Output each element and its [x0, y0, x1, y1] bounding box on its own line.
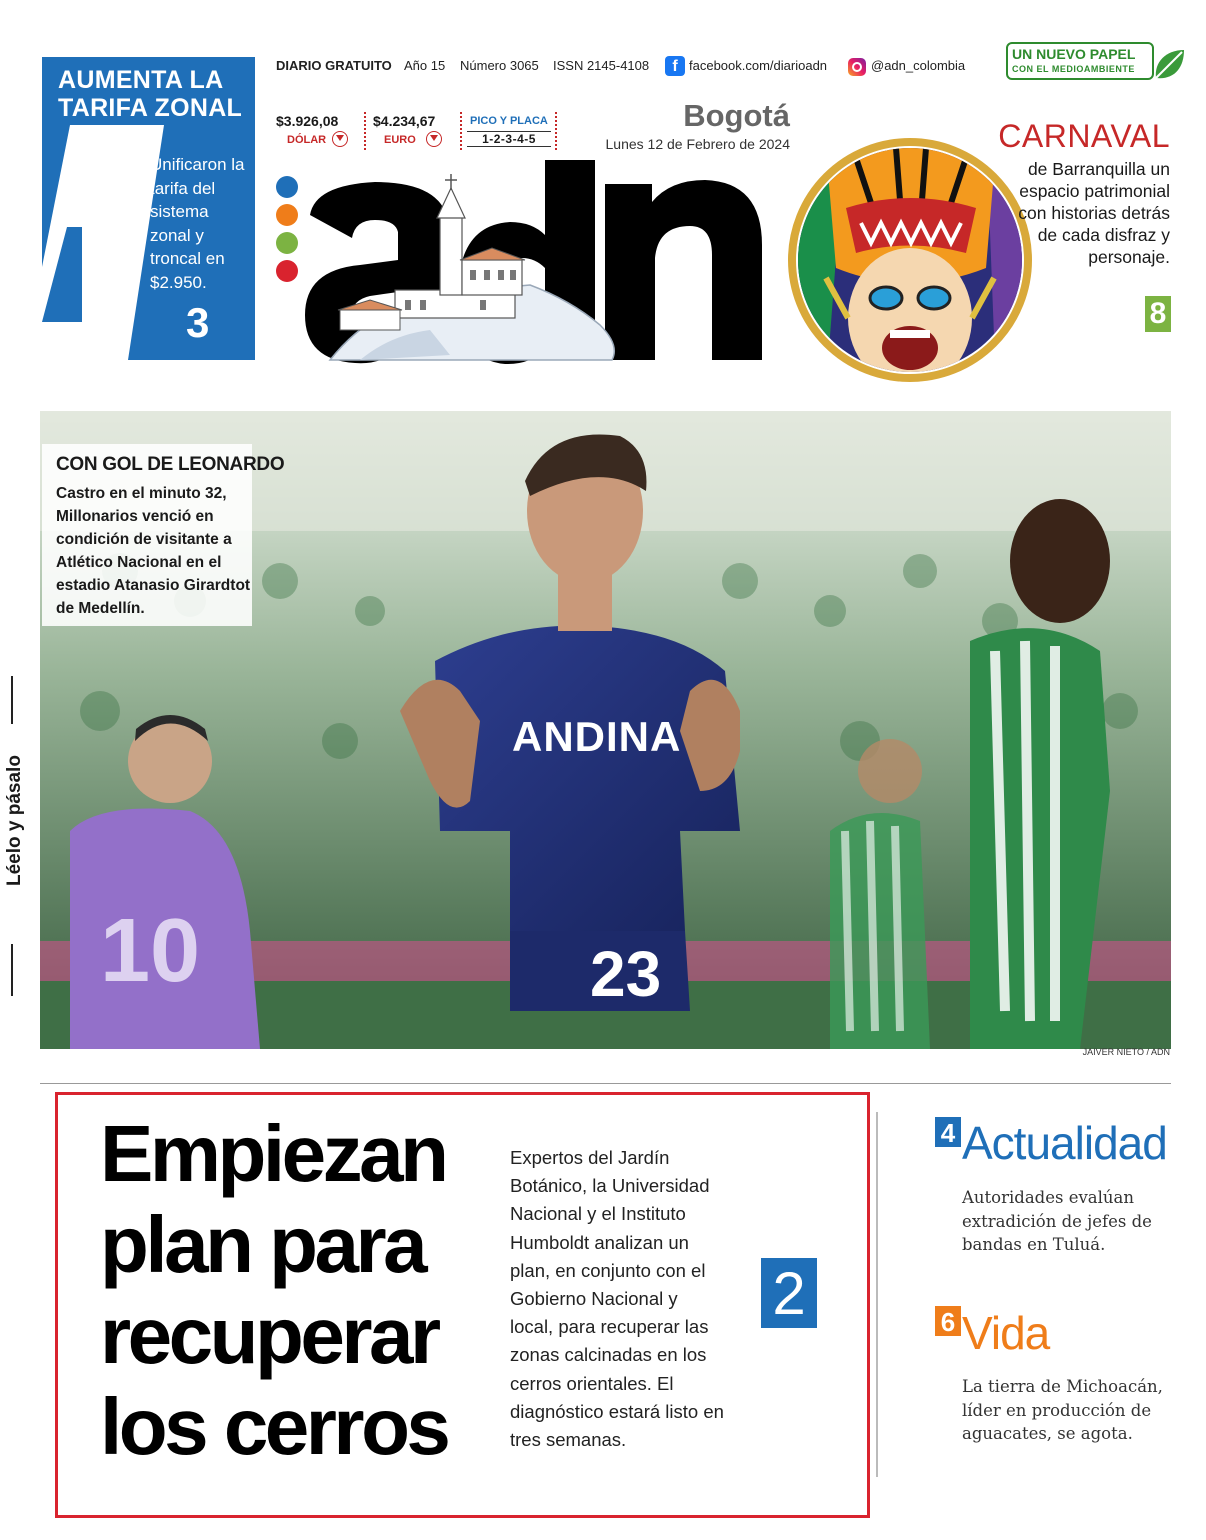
- section-actualidad-number[interactable]: 4: [935, 1117, 961, 1147]
- euro-down-arrow-icon: [426, 131, 442, 147]
- pico-placa-label: PICO Y PLACA: [470, 115, 548, 127]
- currency-separator: [555, 112, 557, 150]
- currency-separator: [364, 112, 366, 150]
- euro-label: EURO: [384, 134, 416, 146]
- euro-value: $4.234,67: [373, 113, 436, 129]
- lead-page-number[interactable]: 2: [761, 1258, 817, 1328]
- logo-dot-red: [276, 260, 298, 282]
- logo-dot-green: [276, 232, 298, 254]
- section-actualidad-body: Autoridades evalúan extradición de jefes de bandas en Tuluá.: [962, 1188, 1152, 1254]
- side-rule-bottom: [11, 944, 13, 996]
- photo-caption-body: Castro en el minuto 32, Millonarios venció en condición de visitante a Atlético Nacional en el estadio Atanasio Girardtot de Medellín.: [56, 485, 251, 617]
- pico-placa-value: 1-2-3-4-5: [467, 131, 551, 147]
- instagram-icon[interactable]: [848, 58, 866, 76]
- photo-caption-title: CON GOL DE LEONARDO: [56, 454, 285, 475]
- section-divider: [40, 1083, 1171, 1084]
- dollar-value: $3.926,08: [276, 113, 339, 129]
- instagram-handle[interactable]: @adn_colombia: [871, 58, 966, 73]
- tariff-teaser-title: AUMENTA LA TARIFA ZONAL: [58, 66, 243, 122]
- side-rule-top: [11, 676, 13, 724]
- issue-number: Número 3065: [460, 58, 539, 73]
- logo-dot-orange: [276, 204, 298, 226]
- lead-body: Expertos del Jardín Botánico, la Universidad Nacional y el Instituto Humboldt analizan un plan, en conjunto con el Gobierno Nacional y local, para recuperar las zonas calcinadas en los cerros orientales. El diagnóstico estará listo en tres semanas.: [510, 1147, 724, 1451]
- lead-headline[interactable]: Empiezan plan para recuperar los cerros: [100, 1109, 448, 1471]
- edition-city: Bogotá: [683, 98, 790, 133]
- tariff-teaser-body: Unificaron la tarifa del sistema zonal y troncal en $2.950.: [150, 155, 245, 292]
- side-slogan: Léelo y pásalo: [4, 755, 25, 886]
- adn-logo[interactable]: [300, 160, 775, 370]
- free-newspaper-label: DIARIO GRATUITO: [276, 58, 392, 73]
- facebook-handle[interactable]: facebook.com/diarioadn: [689, 58, 828, 73]
- carnival-mask-image[interactable]: [786, 128, 1032, 388]
- logo-dot-blue: [276, 176, 298, 198]
- section-vida-body: La tierra de Michoacán, líder en producción de aguacates, se agota.: [962, 1377, 1163, 1443]
- keeper-jersey-number: 10: [100, 901, 201, 1001]
- dollar-label: DÓLAR: [287, 134, 327, 146]
- jersey-sponsor-text: ANDINA: [512, 713, 682, 760]
- section-vida-number[interactable]: 6: [935, 1306, 961, 1336]
- leaf-icon: [1152, 48, 1186, 84]
- year-label: Año 15: [404, 58, 446, 73]
- section-actualidad-name[interactable]: Actualidad: [962, 1117, 1167, 1169]
- dollar-down-arrow-icon: [332, 131, 348, 147]
- currency-separator: [460, 112, 462, 150]
- issn-label: ISSN 2145-4108: [553, 58, 650, 73]
- photo-credit: JAIVER NIETO / ADN: [1082, 1047, 1170, 1057]
- carnival-teaser-page[interactable]: 8: [1145, 296, 1171, 332]
- tariff-teaser-page[interactable]: 3: [186, 299, 210, 346]
- edition-date: Lunes 12 de Febrero de 2024: [605, 136, 790, 152]
- jersey-number: 23: [590, 938, 662, 1010]
- section-vida-name[interactable]: Vida: [962, 1307, 1050, 1359]
- carnival-teaser-title: CARNAVAL: [998, 118, 1170, 154]
- eco-badge-line2: CON EL MEDIOAMBIENTE: [1012, 64, 1135, 74]
- column-divider: [876, 1112, 878, 1477]
- eco-badge-line1: UN NUEVO PAPEL: [1012, 46, 1136, 62]
- facebook-icon[interactable]: f: [665, 56, 685, 76]
- carnival-teaser-body: de Barranquilla un espacio patrimonial con historias detrás de cada disfraz y personaje.: [1018, 159, 1170, 267]
